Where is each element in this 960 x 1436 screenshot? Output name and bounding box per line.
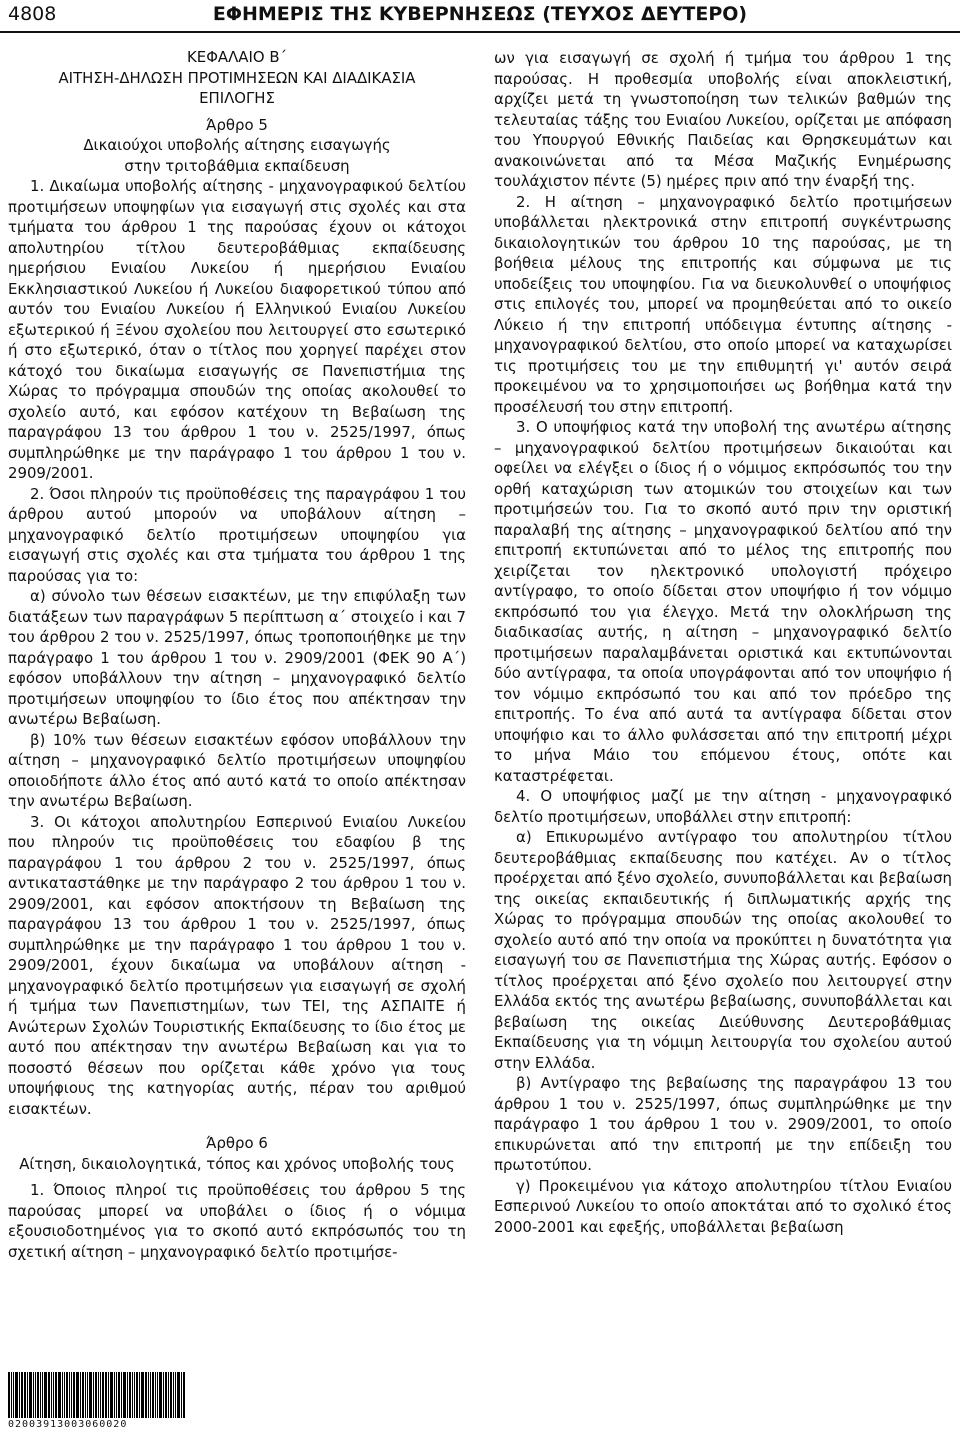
barcode-stripe — [15, 1372, 18, 1418]
barcode-stripe — [21, 1372, 23, 1418]
barcode-stripe — [150, 1372, 151, 1418]
barcode-stripe — [73, 1372, 75, 1418]
gazette-title: ΕΦΗΜΕΡΙΣ ΤΗΣ ΚΥΒΕΡΝΗΣΕΩΣ (ΤΕΥΧΟΣ ΔΕΥΤΕΡΟ) — [212, 3, 748, 25]
header-rule — [0, 31, 960, 33]
barcode-stripe — [53, 1372, 54, 1418]
barcode-stripe — [148, 1372, 149, 1418]
barcode-stripe — [64, 1372, 65, 1418]
barcode-stripe — [51, 1372, 52, 1418]
barcode-stripe — [105, 1372, 107, 1418]
barcode-stripe — [35, 1372, 36, 1418]
article-5-title: Δικαιούχοι υποβολής αίτησης εισαγωγής — [83, 136, 391, 154]
barcode-stripe — [136, 1372, 138, 1418]
barcode-stripe — [132, 1372, 133, 1418]
barcode-stripe — [116, 1372, 117, 1418]
barcode-stripe — [98, 1372, 99, 1418]
barcode-digits: 02003913003060020 — [8, 1419, 128, 1430]
barcode-stripe — [82, 1372, 84, 1418]
page-header — [0, 0, 960, 30]
barcode-stripe — [80, 1372, 81, 1418]
paragraph: ων για εισαγωγή σε σχολή ή τμήμα του άρθρου 1 της παρούσας. Η προθεσμία υποβολής είναι αποκλειστική, αρχίζει μετά τη γνωστοποίηση των τελικών βαθμών της τελευταίας τάξης του Ενιαίου Λυκείου, ορίζεται με απόφαση του Υπουργού Εθνικής Παιδείας και Θρησκευμάτων και ανακοινώνεται από τα Μέσα Μαζικής Ενημέρωσης τουλάχιστον πέντε (5) ημέρες πριν από την έναρξή της. — [494, 49, 952, 190]
barcode-bars — [8, 1372, 234, 1418]
barcode-stripe — [37, 1372, 39, 1418]
barcode-stripe — [159, 1372, 162, 1418]
paragraph: 3. Ο υποψήφιος κατά την υποβολή της ανωτέρω αίτησης – μηχανογραφικού δελτίου προτιμήσεων δικαιούται και οφείλει να ελέγξει ο ίδιος ή ο νόμιμος εκπρόσωπός του την ορθή καταχώριση των ατομικών του στοιχείων και των προτιμήσεών του. Για το σκοπό αυτό πριν την οριστική παραλαβή της αίτησης – μηχανογραφικού δελτίου από την επιτροπή εκτυπώνεται από το μέλος της επιτροπής που χειρίζεται τον ηλεκτρονικό υπολογιστή πρόχειρο αντίγραφο, το οποίο δίδεται στον υποψήφιο ή τον νόμιμο εκπρόσωπό του για έλεγχο. Μετά την ολοκλήρωση της διαδικασίας αυτής, η αίτηση – μηχανογραφικό δελτίο προτιμήσεων παραλαμβάνεται οριστικά και εκτυπώνονται δύο αντίγραφα, τα οποία υπογράφονται από τον υποψήφιο ή τον νόμιμο εκπρόσωπό του και από τον πρόεδρο της επιτροπής. Το ένα από αυτά τα αντίγραφα δίδεται στον υποψήφιο και το άλλο φυλάσσεται από την επιτροπή μέχρι το μήνα Μάιο του επόμενου έτους, οπότε και καταστρέφεται. — [494, 418, 952, 785]
right-column — [494, 48, 952, 1237]
barcode-stripe — [93, 1372, 94, 1418]
paragraph: α) Επικυρωμένο αντίγραφο του απολυτηρίου τίτλου δευτεροβάθμιας εκπαίδευσης που κατέχει. Αν ο τίτλος προέρχεται από ξένο σχολείο, συνυποβάλλεται και βεβαίωση της οικείας εκπαιδευτικής ή διπλωματικής αρχής της Χώρας το πρόγραμμα σπουδών της οποίας ακολουθεί το σχολείο αυτό από την οποία να προκύπτει η δυνατότητα για εισαγωγή του σε Πανεπιστήμια της Χώρας αυτής. Εφόσον ο τίτλος προέρχεται από ξένο σχολείο που λειτουργεί στην Ελλάδα εκτός της ανωτέρω βεβαίωσης, συνυποβάλλεται και βεβαίωση της οικείας Διεύθυνσης Δευτεροβάθμιας Εκπαίδευσης για τη νόμιμη λειτουργία του σχολείου αυτού στην Ελλάδα. — [494, 828, 952, 1072]
barcode-stripe — [102, 1372, 104, 1418]
barcode-stripe — [118, 1372, 120, 1418]
chapter-title-cont: ΕΠΙΛΟΓΗΣ — [199, 89, 275, 107]
barcode-stripe — [183, 1372, 185, 1418]
barcode-stripe — [66, 1372, 68, 1418]
barcode-stripe — [168, 1372, 169, 1418]
barcode-stripe — [89, 1372, 92, 1418]
barcode-stripe — [114, 1372, 115, 1418]
barcode-stripe — [141, 1372, 144, 1418]
paragraph: 3. Οι κάτοχοι απολυτηρίου Εσπερινού Ενιαίου Λυκείου που πληρούν τις προϋποθέσεις του εδαφίου β της παραγράφου 1 του άρθρου 2 του ν. 2525/1997, όπως αντικαταστάθηκε με την παράγραφο 2 του άρθρου 1 του ν. 2909/2001, και εφόσον αποκτήσουν τη Βεβαίωση της παραγράφου 13 του άρθρου 1 του ν. 2525/1997, όπως συμπληρώθηκε με την παράγραφο 1 του άρθρου 1 του ν. 2909/2001, έχουν δικαίωμα να υποβάλουν αίτηση - μηχανογραφικό δελτίο προτιμήσεων για εισαγωγή σε σχολή ή τμήμα των Πανεπιστημίων, των ΤΕΙ, της ΑΣΠΑΙΤΕ ή Ανώτερων Σχολών Τουριστικής Εκπαίδευσης το ίδιο έτος με αυτό που απέκτησαν την ανωτέρω Βεβαίωση και για το ποσοστό θέσεων που ορίζεται κάθε χρόνο για τους υποψήφιους της κατηγορίας αυτής, πέραν του αριθμού εισακτέων. — [8, 812, 466, 1118]
barcode-stripe — [145, 1372, 147, 1418]
article-5-number: Άρθρο 5 — [206, 115, 268, 134]
barcode-stripe — [165, 1372, 167, 1418]
barcode-stripe — [58, 1372, 61, 1418]
barcode-stripe — [42, 1372, 43, 1418]
barcode-stripe — [139, 1372, 140, 1418]
left-column — [8, 47, 466, 1262]
barcode-stripe — [8, 1372, 10, 1418]
barcode-stripe — [11, 1372, 12, 1418]
barcode-stripe — [27, 1372, 28, 1418]
paragraph: 2. Όσοι πληρούν τις προϋποθέσεις της παραγράφου 1 του άρθρου αυτού μπορούν να υποβάλουν αίτηση – μηχανογραφικό δελτίο προτιμήσεων υποψηφίου για εισαγωγή στις σχολές και στα τμήματα του άρθρου 1 της παρούσας για το: — [8, 484, 466, 585]
barcode-stripe — [71, 1372, 72, 1418]
barcode-stripe — [100, 1372, 101, 1418]
paragraph: 1. Όποιος πληροί τις προϋποθέσεις του άρθρου 5 της παρούσας μπορεί να υποβάλει ο ίδιος ή ο νόμιμα εξουσιοδοτημένος για το σκοπό αυτό εκπρόσωπός του τη σχετική αίτηση – μηχανογραφικό δελτίο προτιμήσε- — [8, 1181, 466, 1261]
paragraph: β) Αντίγραφο της βεβαίωσης της παραγράφου 13 του άρθρου 1 του ν. 2525/1997, όπως συμπληρώθηκε με την παράγραφο 1 του άρθρου 1 του ν. 2909/2001, το οποίο επικυρώνεται από την επιτροπή με την επίδειξη του πρωτοτύπου. — [494, 1074, 952, 1174]
barcode-stripe — [157, 1372, 158, 1418]
barcode-stripe — [170, 1372, 172, 1418]
barcode-stripe — [134, 1372, 135, 1418]
barcode-stripe — [48, 1372, 50, 1418]
barcode-stripe — [29, 1372, 32, 1418]
article-5-title-cont: στην τριτοβάθμια εκπαίδευση — [124, 156, 350, 175]
barcode-stripe — [85, 1372, 86, 1418]
barcode-stripe — [129, 1372, 131, 1418]
article-6-title: Αίτηση, δικαιολογητικά, τόπος και χρόνος υποβολής τους — [19, 1154, 455, 1173]
barcode-stripe — [173, 1372, 174, 1418]
barcode-stripe — [121, 1372, 122, 1418]
barcode-stripe — [69, 1372, 70, 1418]
barcode-stripe — [19, 1372, 20, 1418]
barcode-stripe — [177, 1372, 180, 1418]
barcode-stripe — [152, 1372, 154, 1418]
page-number: 4808 — [8, 3, 57, 25]
barcode-stripe — [163, 1372, 164, 1418]
barcode-stripe — [123, 1372, 126, 1418]
barcode-stripe — [13, 1372, 14, 1418]
chapter-title: ΑΙΤΗΣΗ-ΔΗΛΩΣΗ ΠΡΟΤΙΜΗΣΕΩΝ ΚΑΙ ΔΙΑΔΙΚΑΣΙΑ — [58, 68, 416, 87]
paragraph: 2. Η αίτηση – μηχανογραφικό δελτίο προτιμήσεων υποβάλλεται ηλεκτρονικά στην επιτροπή συγκέντρωσης δικαιολογητικών του άρθρου 10 της παρούσας, με τη βοήθεια μέλους της επιτροπής και σύμφωνα με τις υποδείξεις του υποψηφίου. Για να διευκολυνθεί ο υποψήφιος στις επιλογές του, μπορεί να προμηθεύεται από το οικείο Λύκειο ή την επιτροπή υπόδειγμα έντυπης αίτησης - μηχανογραφικού δελτίου, στο οποίο μπορεί να καταχωρίσει τις προτιμήσεις του με την επιθυμητή γι' αυτόν σειρά προκειμένου να το χρησιμοποιήσει ως βοήθημα κατά την προσέλευσή του στην επιτροπή. — [494, 192, 952, 416]
barcode-stripe — [76, 1372, 79, 1418]
barcode-stripe — [40, 1372, 41, 1418]
paragraph: α) σύνολο των θέσεων εισακτέων, με την επιφύλαξη των διατάξεων των παραγράφων 5 περίπτωση α΄ στοιχείο i και 7 του άρθρου 2 του ν. 2525/1997, όπως τροποποιήθηκε με την παράγραφο 1 του άρθρου 1 του ν. 2909/2001 (ΦΕΚ 90 Α΄) εφόσον υποβάλλουν την αίτηση – μηχανογραφικό δελτίο προτιμήσεων υποψηφίου το ίδιο έτος που απέκτησαν την ανωτέρω Βεβαίωση. — [8, 587, 466, 728]
paragraph: γ) Προκειμένου για κάτοχο απολυτηρίου τίτλου Ενιαίου Εσπερινού Λυκείου το οποίο αποκτάται από το σχολικό έτος 2000-2001 και εφεξής, υποβάλλεται βεβαίωση — [494, 1176, 952, 1236]
barcode-stripe — [95, 1372, 97, 1418]
paragraph: β) 10% των θέσεων εισακτέων εφόσον υποβάλλουν την αίτηση – μηχανογραφικό δελτίο προτιμήσεων υποψηφίου οποιοδήποτε άλλο έτος από αυτό κατά το οποίο απέκτησαν την ανωτέρω Βεβαίωση. — [8, 730, 466, 810]
barcode-stripe — [127, 1372, 128, 1418]
paragraph: 1. Δικαίωμα υποβολής αίτησης - μηχανογραφικού δελτίου προτιμήσεων υποψηφίων για εισαγωγή στις σχολές και στα τμήματα του άρθρου 1 της παρούσας έχουν οι κάτοχοι απολυτηρίου τίτλου δευτεροβάθμιας εκπαίδευσης ημερήσιου Ενιαίου Λυκείου ή ημερήσιου Ενιαίου Εκκλησιαστικού Λυκείου ή Λυκείου διαφορετικού τύπου από αυτόν του Ενιαίου Λυκείου ή Ελληνικού Ενιαίου Λυκείου εξωτερικού ή Ξένου σχολείου που λειτουργεί στο εσωτερικό ή στο εξωτερικό, όταν ο τίτλος που χορηγεί παρέχει στον κάτοχό του δικαίωμα εισαγωγής σε Πανεπιστήμια της Χώρας το πρόγραμμα σπουδών της οποίας ακολουθεί το σχολείο αυτό, και εφόσον κατέχουν τη Βεβαίωση της παραγράφου 13 του άρθρου 1 του ν. 2525/1997, όπως συμπληρώθηκε με την παράγραφο 1 του άρθρου 1 του ν. 2909/2001. — [8, 177, 466, 482]
barcode-stripe — [55, 1372, 57, 1418]
barcode-stripe — [33, 1372, 34, 1418]
barcode-stripe — [62, 1372, 63, 1418]
article-6-number: Άρθρο 6 — [206, 1134, 268, 1152]
barcode-stripe — [24, 1372, 26, 1418]
barcode-stripe — [108, 1372, 109, 1418]
chapter-number: ΚΕΦΑΛΑΙΟ Β΄ — [187, 48, 287, 66]
paragraph: 4. Ο υποψήφιος μαζί με την αίτηση - μηχανογραφικό δελτίο προτιμήσεων, υποβάλλει στην επιτροπή: — [494, 787, 952, 826]
barcode-stripe — [110, 1372, 113, 1418]
barcode-stripe — [44, 1372, 47, 1418]
barcode-stripe — [155, 1372, 156, 1418]
barcode-stripe — [87, 1372, 88, 1418]
barcode — [8, 1372, 234, 1432]
barcode-stripe — [175, 1372, 176, 1418]
barcode-stripe — [181, 1372, 182, 1418]
